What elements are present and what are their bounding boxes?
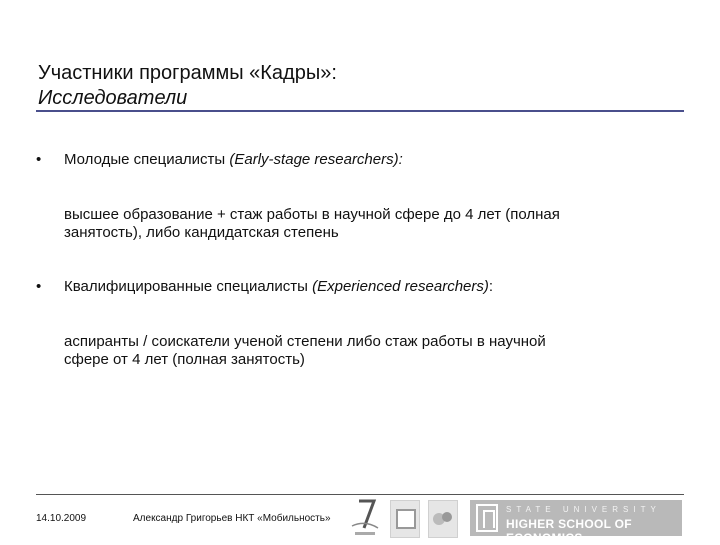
detail-line: сфере от 4 лет (полная занятость): [64, 351, 305, 368]
bullet-detail-early-stage: [64, 206, 676, 242]
hse-logo: [470, 500, 682, 545]
footer-divider: [36, 494, 684, 495]
hse-logo-line1: STATE UNIVERSITY: [506, 505, 661, 514]
detail-line: аспиранты / соискатели ученой степени либо стаж работы в научной: [64, 333, 546, 350]
detail-line: занятость), либо кандидатская степень: [64, 224, 339, 241]
slide-title: Участники программы «Кадры»:: [38, 62, 337, 84]
bullet-detail-experienced: [64, 333, 676, 369]
bullet-heading-tail: :: [488, 278, 494, 295]
bullet-marker: •: [36, 151, 42, 168]
footer-author: Александр Григорьев НКТ «Мобильность»: [133, 513, 331, 524]
hse-mark-icon: [476, 504, 498, 532]
bullet-heading-experienced: [64, 278, 684, 296]
fp7-logo: [350, 498, 380, 538]
partner-logo: [428, 500, 458, 538]
slide-subtitle: Исследователи: [38, 87, 188, 109]
detail-line: высшее образование + стаж работы в научной сфере до 4 лет (полная: [64, 206, 560, 223]
footer-date: 14.10.2009: [36, 513, 87, 524]
partner-logo: [390, 500, 420, 538]
bullet-heading-english: (Early-stage researchers):: [229, 151, 403, 168]
bullet-heading-english: (Experienced researchers): [312, 278, 489, 295]
bullet-heading-text: Молодые специалисты: [64, 151, 230, 168]
title-divider: [36, 110, 684, 112]
bullet-marker: •: [36, 278, 42, 295]
bullet-heading-text: Квалифицированные специалисты: [64, 278, 313, 295]
bullet-heading-early-stage: [64, 151, 684, 169]
hse-logo-line2: HIGHER SCHOOL OF ECONOMICS: [506, 517, 632, 545]
